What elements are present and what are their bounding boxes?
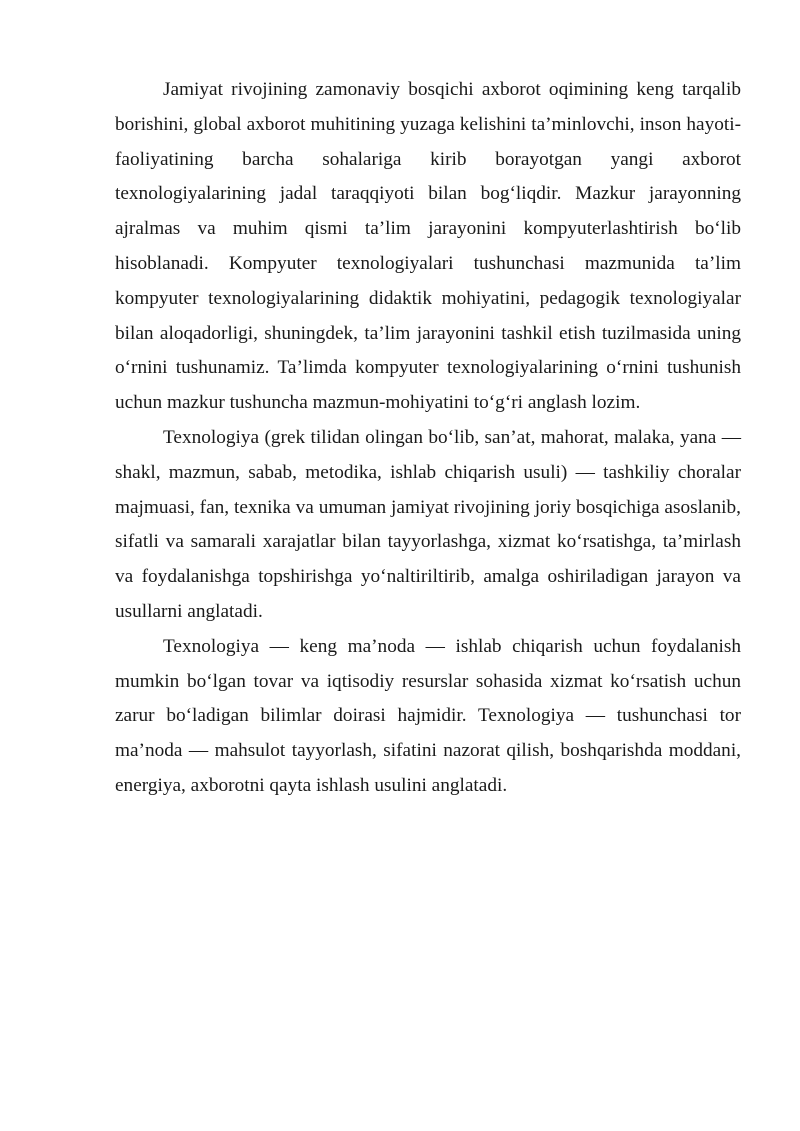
document-page xyxy=(115,73,741,804)
paragraph-technology-definition: Texnologiya (grek tilidan olingan bo‘lib, san’at, mahorat, malaka, yana — shakl, mazmun, sabab, metodika, ishlab chiqarish usuli) — tashkiliy choralar majmuasi, fan, texnika va umuman jamiyat rivojining joriy bosqichiga asoslanib, sifatli va samarali xarajatlar bilan tayyorlashga, xizmat ko‘rsatishga, ta’mirlash va foydalanishga topshirishga yo‘naltiriltirib, amalga oshiriladigan jarayon va usullarni anglatadi. xyxy=(115,426,741,622)
paragraph-technology-meaning: Texnologiya — keng ma’noda — ishlab chiqarish uchun foydalanish mumkin bo‘lgan tovar va iqtisodiy resurslar sohasida xizmat ko‘rsatish uchun zarur bo‘ladigan bilimlar doirasi hajmidir. Texnologiya — tushunchasi tor ma’noda — mahsulot tayyorlash, sifatini nazorat qilish, boshqarishda moddani, energiya, axborotni qayta ishlash usulini anglatadi. xyxy=(115,635,741,796)
paragraph-intro: Jamiyat rivojining zamonaviy bosqichi axborot oqimining keng tarqalib borishini, global axborot muhitining yuzaga kelishini ta’minlovchi, inson hayoti-faoliyatining barcha sohalariga kirib borayotgan yangi axborot texnologiyalarining jadal taraqqiyoti bilan bog‘liqdir. Mazkur jarayonning ajralmas va muhim qismi ta’lim jarayonini kompyuterlashtirish bo‘lib hisoblanadi. Kompyuter texnologiyalari tushunchasi mazmunida ta’lim kompyuter texnologiyalarining didaktik mohiyatini, pedagogik texnologiyalar bilan aloqadorligi, shuningdek, ta’lim jarayonini tashkil etish tuzilmasida uning o‘rnini tushunamiz. Ta’limda kompyuter texnologiyalarining o‘rnini tushunish uchun mazkur tushuncha mazmun-mohiyatini to‘g‘ri anglash lozim. xyxy=(115,79,741,414)
